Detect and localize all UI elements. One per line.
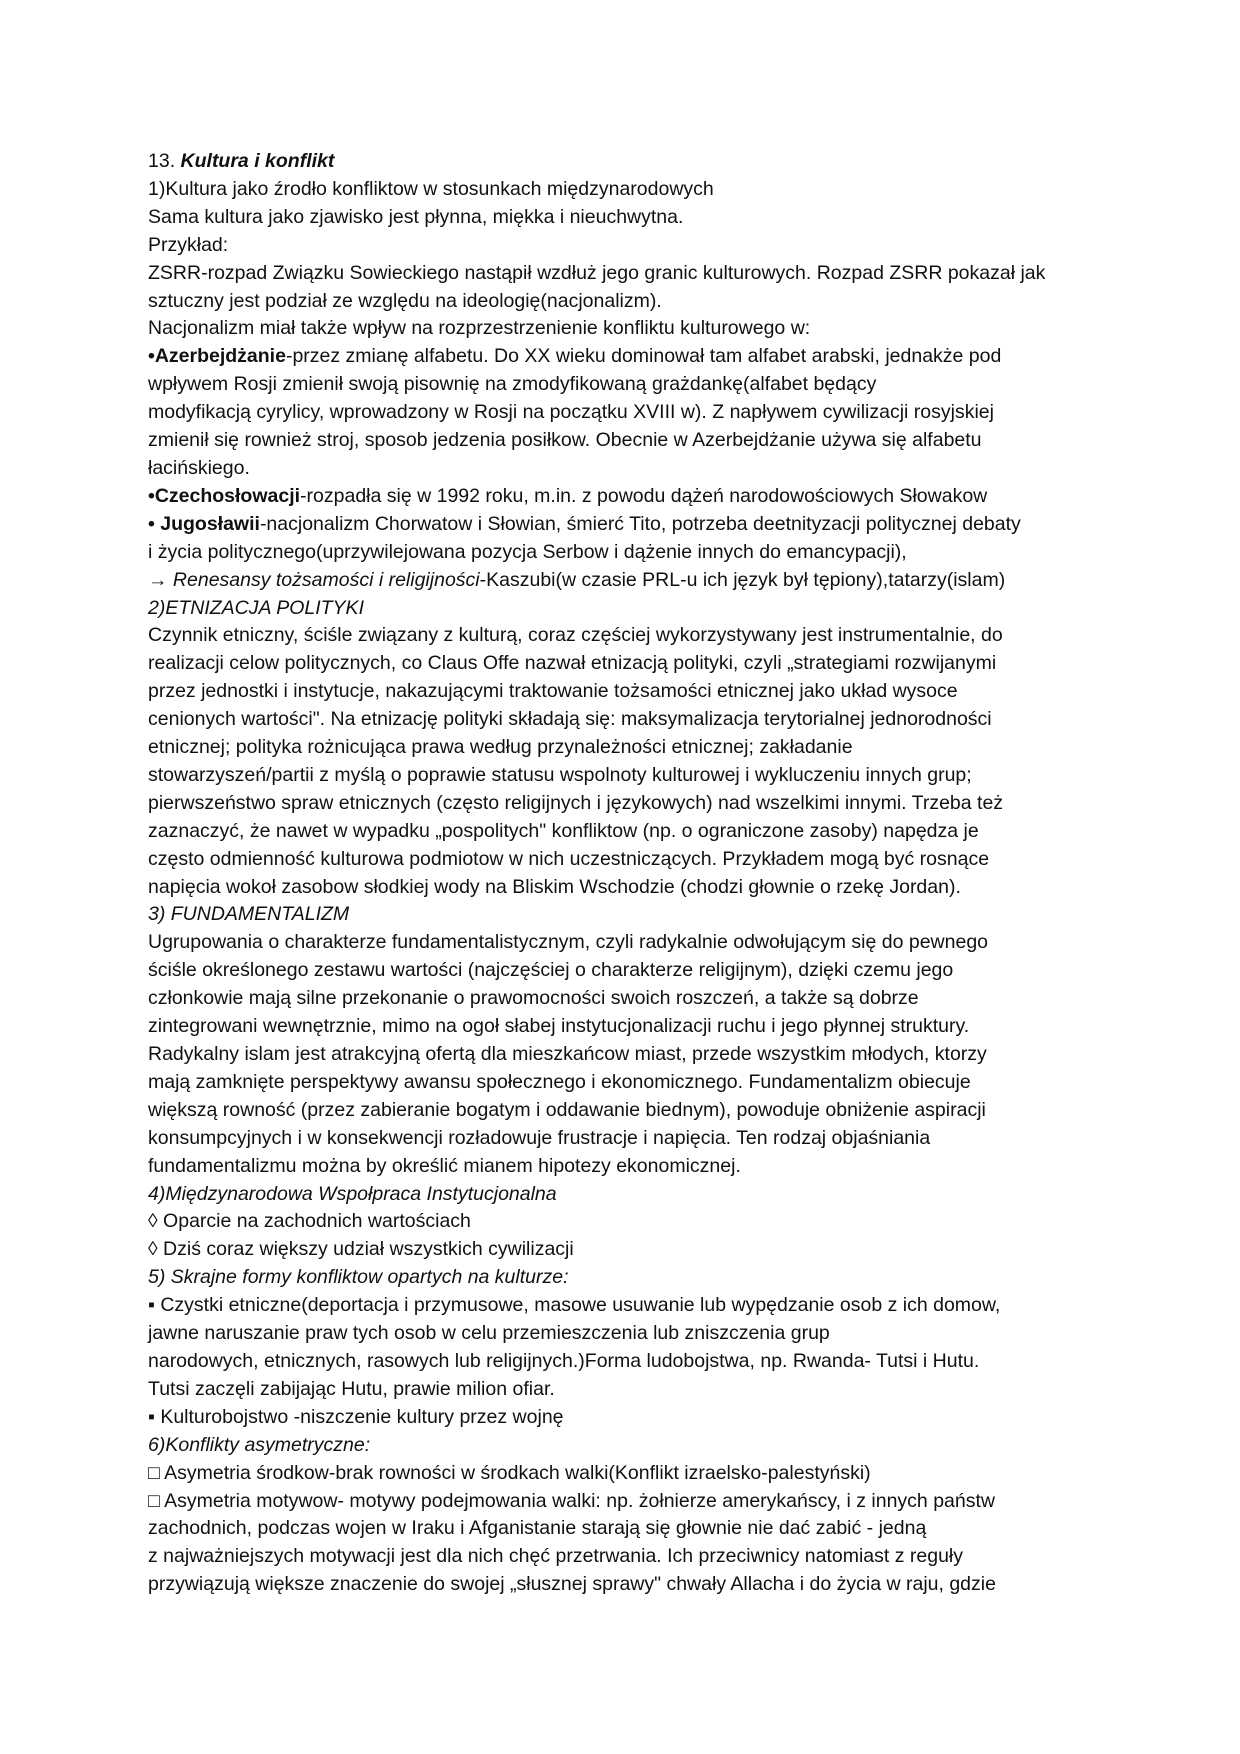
text-line: napięcia wokoł zasobow słodkiej wody na Bliskim Wschodzie (chodzi głownie o rzekę Jordan). (148, 875, 961, 898)
text-line: ◊ Oparcie na zachodnich wartościach (148, 1210, 471, 1233)
text-line (148, 595, 1140, 623)
text-line (148, 511, 1140, 539)
text-line: zintegrowani wewnętrznie, mimo na ogoł słabej instytucjonalizacji ruchu i jego płynnej struktury. (148, 1015, 970, 1038)
text-line (148, 567, 1140, 595)
text-line (148, 483, 1140, 511)
bold-term: •Czechosłowacji (148, 484, 301, 507)
text-line: zmienił się rownież stroj, sposob jedzenia posiłkow. Obecnie w Azerbejdżanie używa się alfabetu (148, 429, 982, 452)
bold-term: • Jugosławii (148, 512, 260, 535)
section-heading: 3) FUNDAMENTALIZM (148, 903, 350, 926)
text-line: konsumpcyjnych i w konsekwencji rozładowuje frustracje i napięcia. Ten rodzaj objaśniania (148, 1126, 931, 1149)
text-line (148, 1264, 1140, 1292)
line-text: -przez zmianę alfabetu. Do XX wieku dominował tam alfabet arabski, jednakże pod (285, 345, 1002, 368)
text-line: z najważniejszych motywacji jest dla nich chęć przetrwania. Ich przeciwnicy natomiast z reguły (148, 1545, 963, 1568)
text-line: cenionych wartości". Na etnizację polityki składają się: maksymalizacja terytorialnej jednorodności (148, 708, 992, 731)
text-line (148, 1181, 1140, 1209)
text-line: Radykalny islam jest atrakcyjną ofertą dla mieszkańcow miast, przede wszystkim młodych, ktorzy (148, 1043, 987, 1065)
text-line: □ Asymetria motywow- motywy podejmowania walki: np. żołnierze amerykańscy, i z innych państw (148, 1489, 995, 1512)
text-line: etnicznej; polityka rożnicująca prawa według przynależności etnicznej; zakładanie (148, 736, 853, 759)
italic-phrase: → Renesansy tożsamości i religijności (148, 568, 480, 591)
text-line: często odmienność kulturowa podmiotow w nich uczestniczących. Przykładem mogą być rosnące (148, 847, 990, 870)
text-line (148, 1432, 1140, 1460)
document-title (148, 148, 1140, 176)
text-line: i życia politycznego(uprzywilejowana pozycja Serbow i dążenie innych do emancypacji), (148, 540, 907, 563)
line-text: -nacjonalizm Chorwatow i Słowian, śmierć Tito, potrzeba deetnityzacji politycznej debaty (259, 512, 1021, 535)
text-line: realizacji celow politycznych, co Claus Offe nazwał etnizacją polityki, czyli „strategiami rozwijanymi (148, 652, 997, 675)
section-heading: 5) Skrajne formy konfliktow opartych na kulturze: (148, 1266, 569, 1289)
text-line (148, 901, 1140, 929)
text-line: ▪ Czystki etniczne(deportacja i przymusowe, masowe usuwanie lub wypędzanie osob z ich domow, (148, 1294, 1001, 1317)
text-line: jawne naruszanie praw tych osob w celu przemieszczenia lub zniszczenia grup (148, 1322, 830, 1345)
text-line: przywiązują większe znaczenie do swojej „słusznej sprawy" chwały Allacha i do życia w raju, gdzie (148, 1573, 996, 1596)
section-heading: 6)Konflikty asymetryczne: (148, 1433, 371, 1456)
text-line: pierwszeństwo spraw etnicznych (często religijnych i językowych) nad wszelkimi innymi. Trzeba też (148, 791, 1004, 814)
text-line: łacińskiego. (148, 456, 250, 479)
text-line: Czynnik etniczny, ściśle związany z kulturą, coraz częściej wykorzystywany jest instrumentalnie, do (148, 624, 1003, 647)
text-line: stowarzyszeń/partii z myślą o poprawie statusu wspolnoty kulturowej i wykluczeniu innych grup; (148, 763, 972, 786)
title-number: 13. (148, 150, 181, 172)
text-line: ◊ Dziś coraz większy udział wszystkich cywilizacji (148, 1238, 574, 1261)
text-line: większą rowność (przez zabieranie bogatym i oddawanie biednym), powoduje obniżenie aspiracji (148, 1098, 986, 1121)
text-line: mają zamknięte perspektywy awansu społecznego i ekonomicznego. Fundamentalizm obiecuje (148, 1070, 971, 1093)
section-heading: 2)ETNIZACJA POLITYKI (148, 596, 364, 619)
text-line (148, 343, 1140, 371)
text-line: zaznaczyć, że nawet w wypadku „pospolitych" konfliktow (np. o ograniczone zasoby) napędza je (148, 819, 979, 842)
text-line: ZSRR-rozpad Związku Sowieckiego nastąpił wzdłuż jego granic kulturowych. Rozpad ZSRR pokazał jak (148, 261, 1046, 284)
title-text: Kultura i konflikt (180, 150, 335, 172)
line-text: -Kaszubi(w czasie PRL-u ich język był tępiony),tatarzy(islam) (479, 568, 1006, 591)
text-line: wpływem Rosji zmienił swoją pisownię na zmodyfikowaną grażdankę(alfabet będący (148, 373, 877, 396)
text-line: członkowie mają silne przekonanie o prawomocności swoich roszczeń, a także są dobrze (148, 987, 919, 1010)
section-heading: 4)Międzynarodowa Wspołpraca Instytucjonalna (148, 1182, 557, 1205)
text-line: Przykład: (148, 233, 229, 256)
text-line: 1)Kultura jako źrodło konfliktow w stosunkach międzynarodowych (148, 177, 714, 200)
text-line: przez jednostki i instytucje, nakazującymi traktowanie tożsamości etnicznej jako układ wysoce (148, 680, 958, 703)
text-line: ▪ Kulturobojstwo -niszczenie kultury przez wojnę (148, 1405, 564, 1428)
document-body (148, 176, 1140, 1599)
text-line: narodowych, etnicznych, rasowych lub religijnych.)Forma ludobojstwa, np. Rwanda- Tutsi i Hutu. (148, 1349, 980, 1372)
text-line: modyfikacją cyrylicy, wprowadzony w Rosji na początku XVIII w). Z napływem cywilizacji rosyjskiej (148, 401, 994, 424)
text-line: sztuczny jest podział ze względu na ideologię(nacjonalizm). (148, 289, 662, 312)
text-line: □ Asymetria środkow-brak rowności w środkach walki(Konflikt izraelsko-palestyński) (148, 1461, 871, 1484)
line-text: -rozpadła się w 1992 roku, m.in. z powodu dążeń narodowościowych Słowakow (300, 484, 988, 507)
text-line: Sama kultura jako zjawisko jest płynna, miękka i nieuchwytna. (148, 205, 684, 228)
text-line: fundamentalizmu można by określić mianem hipotezy ekonomicznej. (148, 1154, 741, 1177)
bold-term: •Azerbejdżanie (148, 345, 286, 368)
text-line: Tutsi zaczęli zabijając Hutu, prawie milion ofiar. (148, 1377, 555, 1400)
text-line: ściśle określonego zestawu wartości (najczęściej o charakterze religijnym), dzięki czemu jego (148, 959, 954, 982)
text-line: Nacjonalizm miał także wpływ na rozprzestrzenienie konfliktu kulturowego w: (148, 317, 811, 340)
text-line: zachodnich, podczas wojen w Iraku i Afganistanie starają się głownie nie dać zabić - jedną (148, 1517, 927, 1540)
text-line: Ugrupowania o charakterze fundamentalistycznym, czyli radykalnie odwołującym się do pewnego (148, 931, 989, 954)
